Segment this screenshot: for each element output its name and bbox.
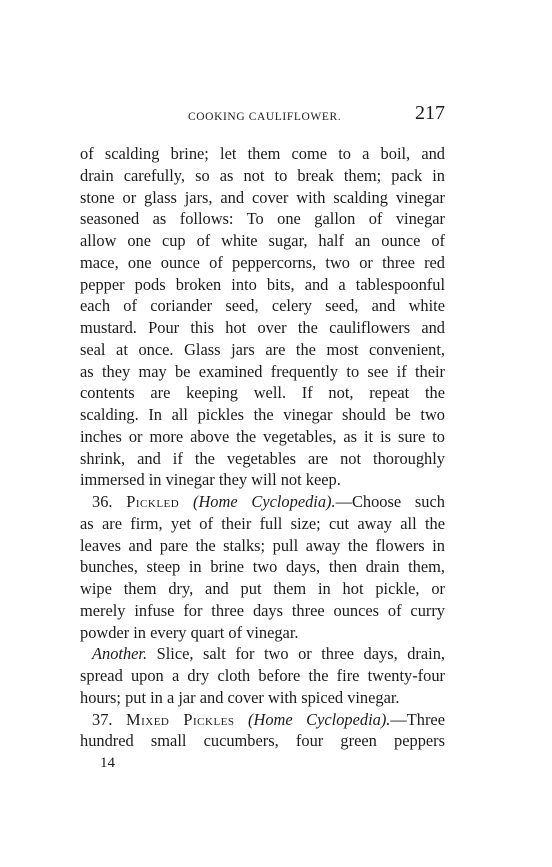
text-line: each of coriander seed, celery seed, and white [80, 296, 445, 316]
text-line: mace, one ounce of peppercorns, two or three red [80, 252, 445, 272]
recipe-title: Mixed Pickles [126, 709, 235, 729]
text-line: shrink, and if the vegetables are not thoroughly [80, 448, 445, 468]
another-heading-line [80, 643, 445, 665]
text-line: drain carefully, so as not to break them; pack in [80, 165, 445, 185]
text-line: merely infuse for three days three ounces of curry [80, 600, 445, 620]
running-title: COOKING CAULIFLOWER. [188, 111, 342, 123]
text-line: stone or glass jars, and cover with scalding vinegar [80, 187, 445, 207]
recipe-36-heading-line [80, 491, 445, 513]
signature-mark: 14 [100, 755, 115, 771]
text-line: inches or more above the vegetables, as it is sure to [80, 426, 445, 446]
text-line: hours; put in a jar and cover with spiced vinegar. [80, 687, 400, 707]
text-line: as they may be examined frequently to see if their [80, 361, 445, 381]
text-line: leaves and pare the stalks; pull away the flowers in [80, 535, 445, 555]
text-line: allow one cup of white sugar, half an ounce of [80, 231, 445, 250]
text-line: contents are keeping well. If not, repeat the [80, 383, 445, 403]
page-number: 217 [415, 102, 445, 124]
recipe-text: Slice, salt for two or three days, drain, [156, 644, 445, 664]
text-line: seal at once. Glass jars are the most convenient, [80, 339, 445, 359]
text-line: hundred small cucumbers, four green peppers [80, 731, 445, 751]
text-line: as are firm, yet of their full size; cut away all the [80, 513, 445, 533]
body-text [80, 143, 445, 752]
recipe-text: —Choose such [335, 492, 445, 511]
text-line: bunches, steep in brine two days, then drain them, [80, 557, 445, 577]
text-line: powder in every quart of vinegar. [80, 622, 299, 642]
text-line: of scalding brine; let them come to a boil, and [80, 144, 445, 163]
recipe-source: (Home Cyclopedia). [248, 709, 391, 729]
text-line: seasoned as follows: To one gallon of vinegar [80, 209, 445, 229]
variant-label: Another. [92, 644, 148, 664]
recipe-source: (Home Cyclopedia). [193, 492, 336, 511]
text-line: pepper pods broken into bits, and a tablespoonful [80, 274, 445, 294]
text-line: wipe them dry, and put them in hot pickle, or [80, 579, 445, 598]
text-line: immersed in vinegar they will not keep. [80, 470, 341, 490]
recipe-title: Pickled [126, 492, 180, 511]
text-line: scalding. In all pickles the vinegar should be two [80, 405, 445, 424]
text-line: mustard. Pour this hot over the cauliflowers and [80, 318, 445, 337]
recipe-text: —Three [390, 709, 445, 729]
recipe-37-heading-line [80, 709, 445, 731]
recipe-number: 37. [92, 709, 113, 729]
text-line: spread upon a dry cloth before the fire twenty-four [80, 666, 445, 685]
running-head [82, 102, 445, 128]
recipe-number: 36. [92, 492, 113, 511]
